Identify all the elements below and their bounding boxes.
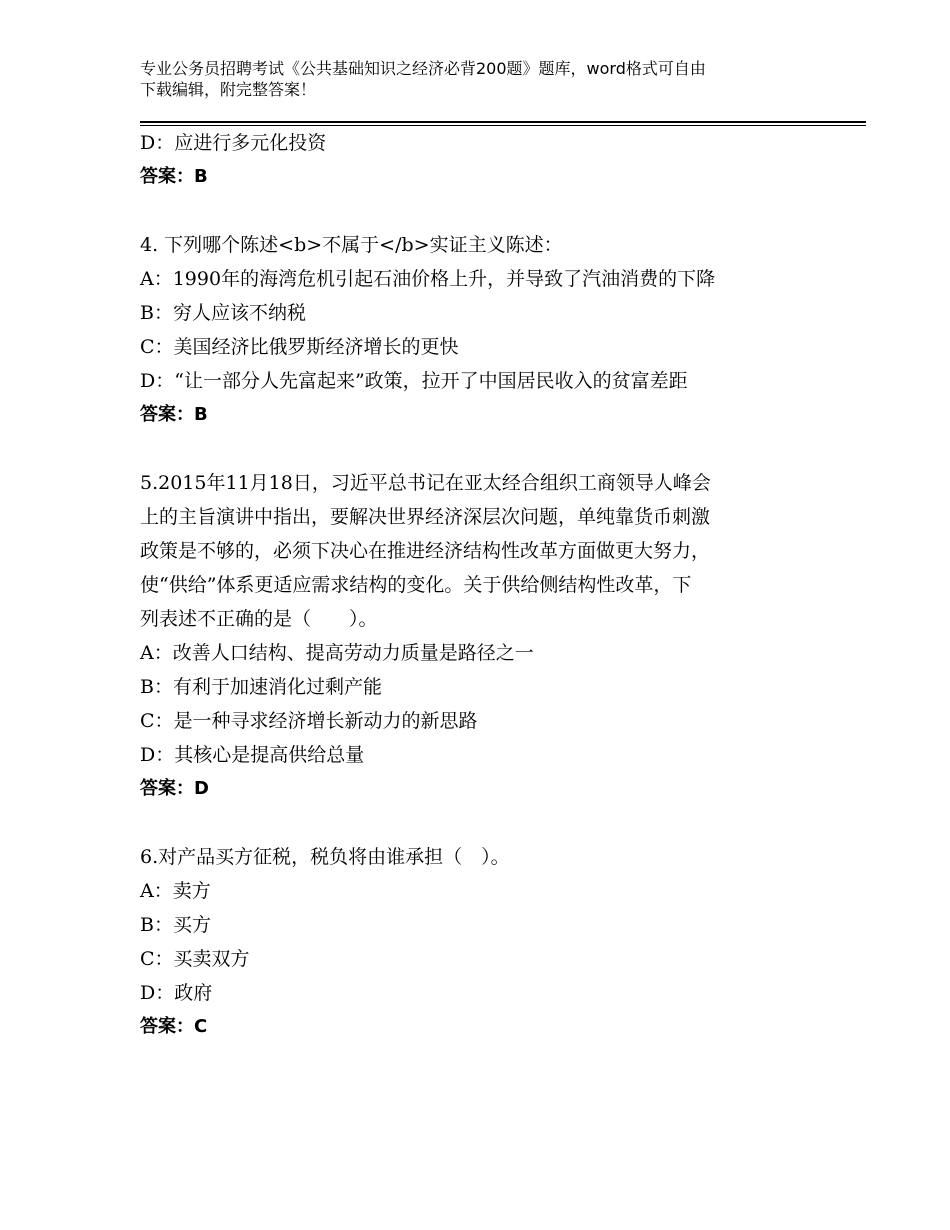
q5-option-b: B：有利于加速消化过剩产能 (140, 676, 382, 698)
spacer (140, 194, 800, 228)
q6-answer: 答案：C (140, 1016, 208, 1037)
q6-option-d: D：政府 (140, 982, 213, 1004)
header-line-1: 专业公务员招聘考试《公共基础知识之经济必背200题》题库，word格式可自由 (140, 59, 706, 78)
q5-stem-line: 5.2015年11月18日，习近平总书记在亚太经合组织工商领导人峰会 (140, 472, 711, 494)
q3-answer: 答案：B (140, 166, 208, 187)
question-6 (140, 840, 800, 1044)
header-line-2: 下载编辑，附完整答案！ (140, 80, 317, 99)
q4-option-c: C：美国经济比俄罗斯经济增长的更快 (140, 336, 459, 358)
q5-option-d: D：其核心是提高供给总量 (140, 744, 365, 766)
question-5 (140, 466, 800, 806)
q5-option-c: C：是一种寻求经济增长新动力的新思路 (140, 710, 478, 732)
question-4 (140, 228, 800, 432)
spacer (140, 806, 800, 840)
q6-option-c: C：买卖双方 (140, 948, 250, 970)
q4-option-b: B：穷人应该不纳税 (140, 302, 306, 324)
q5-option-a: A：改善人口结构、提高劳动力质量是路径之一 (140, 642, 534, 664)
spacer (140, 432, 800, 466)
header-rule-thick (140, 121, 866, 123)
question-list (140, 126, 800, 1044)
q6-stem: 6.对产品买方征税，税负将由谁承担（ ）。 (140, 846, 510, 868)
question-3 (140, 126, 800, 194)
q5-answer: 答案：D (140, 778, 209, 799)
q5-stem-line: 政策是不够的，必须下决心在推进经济结构性改革方面做更大努力， (140, 540, 711, 562)
q3-option-d: D：应进行多元化投资 (140, 132, 327, 154)
q4-option-a: A：1990年的海湾危机引起石油价格上升，并导致了汽油消费的下降 (140, 268, 716, 290)
q5-stem-line: 使“供给”体系更适应需求结构的变化。关于供给侧结构性改革，下 (140, 574, 692, 596)
q6-option-a: A：卖方 (140, 880, 211, 902)
q4-answer: 答案：B (140, 404, 208, 425)
q5-stem-line: 列表述不正确的是（ ）。 (140, 608, 378, 630)
q4-stem: 4. 下列哪个陈述<b>不属于</b>实证主义陈述： (140, 234, 563, 256)
q6-option-b: B：买方 (140, 914, 211, 936)
page-header (140, 58, 840, 100)
q5-stem-line: 上的主旨演讲中指出，要解决世界经济深层次问题，单纯靠货币刺激 (140, 506, 711, 528)
q4-option-d: D：“让一部分人先富起来”政策，拉开了中国居民收入的贫富差距 (140, 370, 688, 392)
